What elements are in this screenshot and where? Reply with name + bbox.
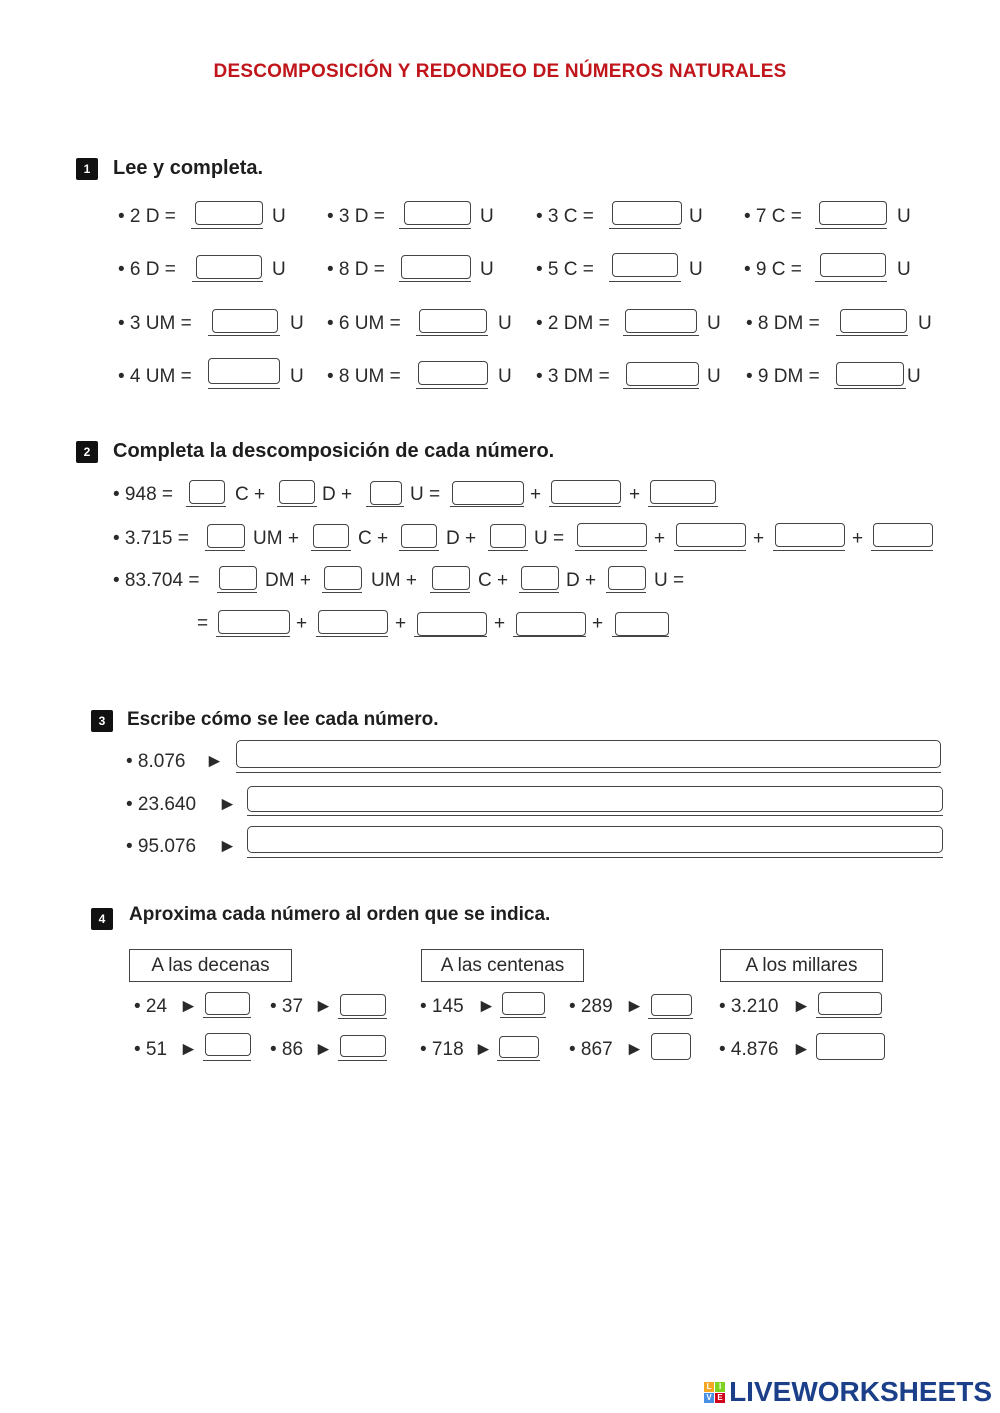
answer-line — [416, 388, 488, 389]
liveworksheets-logo — [704, 1376, 992, 1408]
logo-tile: V — [704, 1393, 714, 1403]
liveworksheets-logo-icon — [704, 1382, 725, 1403]
answer-line — [609, 281, 681, 282]
answer-box[interactable] — [651, 1033, 691, 1060]
s4-number-label: • 86 — [270, 1039, 304, 1060]
unit-label: U — [689, 259, 703, 280]
s2-number-label: • 3.715 = — [113, 528, 189, 549]
section-4-title: Aproxima cada número al orden que se indica. — [129, 904, 551, 925]
answer-box[interactable] — [818, 992, 882, 1015]
s4-number-label: • 24 — [134, 996, 168, 1017]
s4-number-label: • 51 — [134, 1039, 168, 1060]
answer-line — [399, 228, 471, 229]
unit-label: U — [498, 366, 512, 387]
writing-box[interactable] — [247, 826, 943, 853]
writing-line — [236, 772, 941, 773]
s2-op: DM + — [265, 570, 311, 591]
answer-line — [450, 506, 524, 507]
answer-box[interactable] — [418, 361, 488, 385]
answer-box[interactable] — [676, 523, 746, 547]
s1-label: • 6 D = — [118, 259, 176, 280]
s4-number-label: • 4.876 — [719, 1039, 779, 1060]
writing-line — [247, 815, 943, 816]
answer-line — [203, 1060, 251, 1061]
s3-number-label: • 8.076 — [126, 751, 186, 772]
answer-line — [513, 636, 586, 637]
arrow-icon: ► — [314, 996, 333, 1017]
answer-line — [399, 281, 471, 282]
s2-op: + — [852, 528, 864, 549]
answer-box[interactable] — [401, 524, 437, 548]
section-2-title: Completa la descomposición de cada número. — [113, 440, 555, 462]
unit-label: U — [897, 259, 911, 280]
s2-op: + — [753, 528, 765, 549]
s2-op: UM + — [253, 528, 299, 549]
answer-line — [648, 506, 718, 507]
arrow-icon: ► — [625, 1039, 644, 1060]
answer-box[interactable] — [324, 566, 362, 590]
s2-op: + — [296, 613, 308, 634]
answer-line — [205, 550, 245, 551]
s1-label: • 2 D = — [118, 206, 176, 227]
answer-box[interactable] — [651, 994, 692, 1016]
unit-label: U — [689, 206, 703, 227]
s3-number-label: • 23.640 — [126, 794, 197, 815]
header-millares: A los millares — [720, 949, 883, 982]
section-1-title: Lee y completa. — [113, 157, 264, 179]
arrow-icon: ► — [474, 1039, 493, 1060]
answer-box[interactable] — [340, 1035, 386, 1057]
answer-box[interactable] — [608, 566, 646, 590]
s1-label: • 5 C = — [536, 259, 594, 280]
s2-number-label: • 948 = — [113, 484, 174, 505]
unit-label: U — [290, 366, 304, 387]
arrow-icon: ► — [625, 996, 644, 1017]
answer-box[interactable] — [219, 566, 257, 590]
answer-line — [549, 506, 621, 507]
writing-box[interactable] — [247, 786, 943, 812]
unit-label: U — [897, 206, 911, 227]
answer-line — [316, 636, 388, 637]
writing-line — [247, 857, 943, 858]
answer-line — [575, 550, 647, 551]
s2-op: C + — [358, 528, 389, 549]
unit-label: U — [272, 259, 286, 280]
answer-box[interactable] — [612, 201, 682, 225]
answer-box[interactable] — [819, 201, 887, 225]
s1-label: • 9 DM = — [746, 366, 820, 387]
answer-box[interactable] — [615, 612, 669, 636]
s2-op: D + — [322, 484, 353, 505]
unit-label: U — [498, 313, 512, 334]
arrow-icon: ► — [314, 1039, 333, 1060]
s4-number-label: • 718 — [420, 1039, 464, 1060]
arrow-icon: ► — [179, 996, 198, 1017]
answer-box[interactable] — [432, 566, 470, 590]
unit-label: U — [272, 206, 286, 227]
section-1-number: 1 — [76, 158, 98, 180]
s1-label: • 8 D = — [327, 259, 385, 280]
answer-box[interactable] — [452, 481, 524, 505]
answer-line — [430, 592, 470, 593]
answer-line — [203, 1017, 251, 1018]
s4-number-label: • 145 — [420, 996, 464, 1017]
answer-line — [519, 592, 559, 593]
answer-box[interactable] — [340, 994, 386, 1016]
answer-line — [311, 550, 351, 551]
answer-line — [399, 550, 439, 551]
s2-op: UM + — [371, 570, 417, 591]
answer-line — [500, 1017, 546, 1018]
s2-op: U = — [410, 484, 441, 505]
s2-op: + — [654, 528, 666, 549]
answer-line — [366, 506, 404, 507]
answer-box[interactable] — [196, 255, 262, 279]
answer-box[interactable] — [404, 201, 471, 225]
answer-box[interactable] — [207, 524, 245, 548]
answer-line — [497, 1060, 540, 1061]
s2-op: D + — [566, 570, 597, 591]
answer-line — [674, 550, 746, 551]
s2-op: C + — [478, 570, 509, 591]
answer-box[interactable] — [208, 358, 280, 384]
answer-line — [623, 388, 699, 389]
answer-line — [815, 228, 887, 229]
s2-op: + — [395, 613, 407, 634]
s1-label: • 3 D = — [327, 206, 385, 227]
section-4-number: 4 — [91, 908, 113, 930]
s2-op: + — [494, 613, 506, 634]
answer-box[interactable] — [816, 1033, 885, 1060]
page-title: DESCOMPOSICIÓN Y REDONDEO DE NÚMEROS NATURALES — [213, 61, 787, 82]
answer-line — [192, 281, 263, 282]
answer-line — [186, 506, 226, 507]
answer-box[interactable] — [212, 309, 278, 333]
arrow-icon: ► — [792, 996, 811, 1017]
answer-box[interactable] — [205, 992, 250, 1015]
answer-box[interactable] — [195, 201, 263, 225]
header-centenas: A las centenas — [421, 949, 584, 982]
s4-number-label: • 3.210 — [719, 996, 779, 1017]
answer-box[interactable] — [490, 524, 526, 548]
answer-line — [208, 335, 280, 336]
s4-number-label: • 37 — [270, 996, 304, 1017]
answer-box[interactable] — [313, 524, 349, 548]
s2-op: C + — [235, 484, 266, 505]
s2-op: U = — [534, 528, 565, 549]
answer-box[interactable] — [873, 523, 933, 547]
answer-line — [338, 1018, 387, 1019]
s1-label: • 6 UM = — [327, 313, 401, 334]
answer-box[interactable] — [189, 480, 225, 504]
answer-line — [816, 1017, 882, 1018]
answer-box[interactable] — [820, 253, 886, 277]
unit-label: U — [918, 313, 932, 334]
answer-line — [623, 335, 699, 336]
s1-label: • 8 DM = — [746, 313, 820, 334]
s2-op: + — [530, 484, 542, 505]
logo-tile: E — [715, 1393, 725, 1403]
answer-box[interactable] — [840, 309, 907, 333]
s4-number-label: • 289 — [569, 996, 613, 1017]
answer-line — [277, 506, 317, 507]
answer-box[interactable] — [279, 480, 315, 504]
unit-label: U — [907, 366, 921, 387]
answer-box[interactable] — [836, 362, 904, 386]
answer-line — [836, 335, 908, 336]
answer-line — [834, 388, 906, 389]
s4-number-label: • 867 — [569, 1039, 613, 1060]
answer-line — [488, 550, 528, 551]
answer-box[interactable] — [577, 523, 647, 547]
answer-box[interactable] — [401, 255, 471, 279]
unit-label: U — [707, 366, 721, 387]
answer-box[interactable] — [502, 992, 545, 1015]
s2-number-label: • 83.704 = — [113, 570, 200, 591]
answer-box[interactable] — [205, 1033, 251, 1056]
answer-box[interactable] — [499, 1036, 539, 1058]
answer-box[interactable] — [551, 480, 621, 504]
s1-label: • 3 C = — [536, 206, 594, 227]
answer-box[interactable] — [626, 362, 699, 386]
answer-line — [606, 592, 646, 593]
answer-line — [815, 281, 887, 282]
unit-label: U — [480, 206, 494, 227]
s2-op: + — [592, 613, 604, 634]
unit-label: U — [480, 259, 494, 280]
arrow-icon: ► — [792, 1039, 811, 1060]
answer-line — [612, 636, 669, 637]
unit-label: U — [290, 313, 304, 334]
writing-box[interactable] — [236, 740, 941, 768]
s1-label: • 3 UM = — [118, 313, 192, 334]
answer-box[interactable] — [650, 480, 716, 504]
answer-line — [871, 550, 933, 551]
answer-line — [414, 636, 487, 637]
answer-box[interactable] — [218, 610, 290, 634]
header-decenas: A las decenas — [129, 949, 292, 982]
arrow-icon: ► — [477, 996, 496, 1017]
s2-op: = — [197, 613, 209, 634]
answer-line — [773, 550, 845, 551]
s1-label: • 4 UM = — [118, 366, 192, 387]
s2-op: + — [629, 484, 641, 505]
s1-label: • 2 DM = — [536, 313, 610, 334]
s3-number-label: • 95.076 — [126, 836, 197, 857]
logo-tile: L — [704, 1382, 714, 1392]
logo-text: LIVEWORKSHEETS — [729, 1376, 992, 1407]
answer-line — [208, 388, 280, 389]
s1-label: • 7 C = — [744, 206, 802, 227]
arrow-icon: ► — [179, 1039, 198, 1060]
s2-op: U = — [654, 570, 685, 591]
answer-line — [416, 335, 488, 336]
answer-line — [217, 592, 257, 593]
arrow-icon: ► — [218, 794, 237, 815]
section-2-number: 2 — [76, 441, 98, 463]
s1-label: • 3 DM = — [536, 366, 610, 387]
answer-box[interactable] — [516, 612, 586, 636]
answer-box[interactable] — [612, 253, 678, 277]
answer-line — [191, 228, 263, 229]
answer-line — [322, 592, 362, 593]
s1-label: • 8 UM = — [327, 366, 401, 387]
answer-box[interactable] — [625, 309, 697, 333]
arrow-icon: ► — [218, 836, 237, 857]
answer-box[interactable] — [318, 610, 388, 634]
section-3-number: 3 — [91, 710, 113, 732]
answer-line — [609, 228, 681, 229]
answer-box[interactable] — [775, 523, 845, 547]
answer-line — [648, 1018, 693, 1019]
s1-label: • 9 C = — [744, 259, 802, 280]
arrow-icon: ► — [205, 751, 224, 772]
answer-box[interactable] — [370, 481, 402, 505]
s2-op: D + — [446, 528, 477, 549]
answer-line — [338, 1060, 387, 1061]
answer-box[interactable] — [521, 566, 559, 590]
answer-box[interactable] — [419, 309, 487, 333]
section-3-title: Escribe cómo se lee cada número. — [127, 709, 439, 730]
answer-box[interactable] — [417, 612, 487, 636]
logo-tile: I — [715, 1382, 725, 1392]
unit-label: U — [707, 313, 721, 334]
answer-line — [216, 636, 290, 637]
